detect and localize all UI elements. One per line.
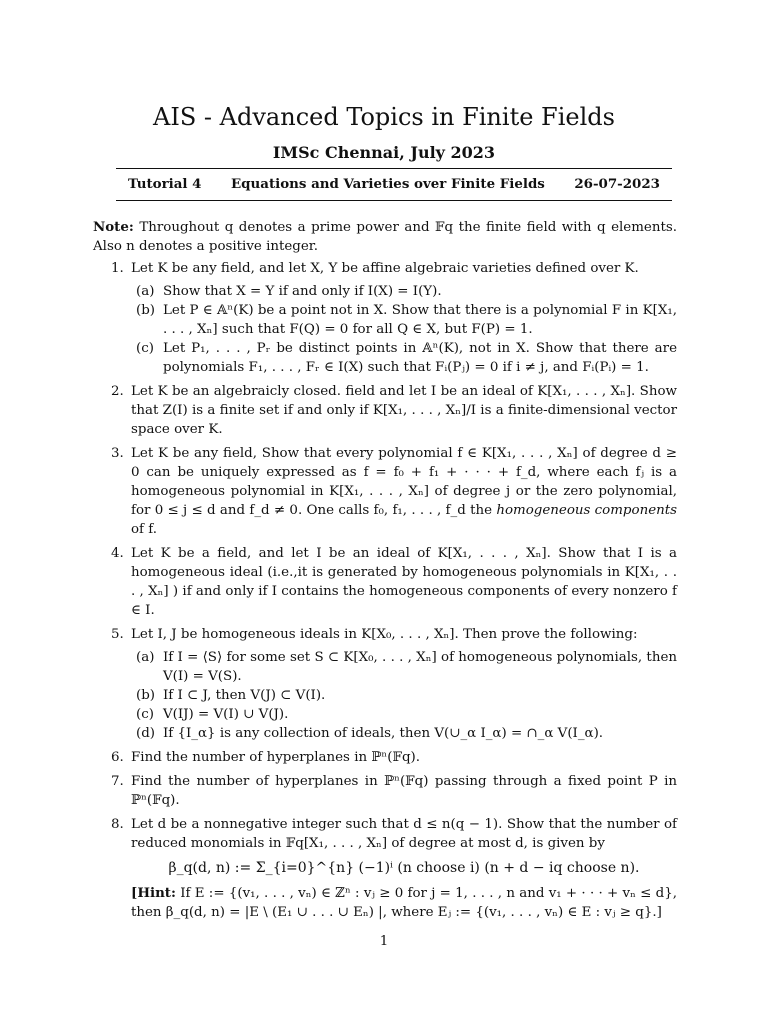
problem-2 — [93, 382, 677, 439]
page-title: AIS - Advanced Topics in Finite Fields — [153, 103, 615, 131]
problem-part — [131, 282, 677, 301]
part-text: Let P₁, . . . , Pᵣ be distinct points in 𝔸ⁿ(K), not in X. Show that there are polynomials F₁, . . . , Fᵣ ∈ I(X) such that Fᵢ(Pⱼ) = 0 if i ≠ j, and Fᵢ(Pᵢ) = 1. — [163, 341, 677, 375]
problem-emphasis: homogeneous components — [496, 503, 677, 518]
problem-8 — [93, 815, 677, 922]
tutorial-date: 26-07-2023 — [574, 176, 660, 192]
problem-number: 7. — [111, 774, 124, 789]
note-paragraph — [93, 218, 677, 256]
problem-parts — [131, 648, 677, 743]
header-rule-bottom — [116, 200, 672, 201]
problem-part — [131, 686, 677, 705]
problem-text: Let K be any field, Show that every polynomial f ∈ K[X₁, . . . , Xₙ] of degree d ≥ 0 can be uniquely expressed as f = f₀ + f₁ + · · · + f_d, where each fⱼ is a homogeneous polynomial in K[X₁, . . . , Xₙ] of degree j or the zero polynomial, for 0 ≤ j ≤ d and f_d ≠ 0. One calls f₀, f₁, . . . , f_d the — [131, 446, 677, 518]
problem-part — [131, 724, 677, 743]
part-text: V(IJ) = V(I) ∪ V(J). — [163, 707, 289, 722]
problem-text: Find the number of hyperplanes in ℙⁿ(𝔽q). — [131, 750, 420, 765]
page-number: 1 — [379, 934, 389, 949]
hint-label: [Hint: — [131, 885, 176, 901]
problem-text-tail: of f. — [131, 522, 158, 537]
display-formula: β_q(d, n) := Σ_{i=0}^{n} (−1)ⁱ (n choose i) (n + d − iq choose n). — [168, 860, 640, 876]
part-text: If I = ⟨S⟩ for some set S ⊂ K[X₀, . . . , Xₙ] of homogeneous polynomials, then V(I) = V(S). — [163, 650, 677, 684]
problem-number: 3. — [111, 446, 124, 461]
problem-number: 1. — [111, 261, 124, 276]
problem-4 — [93, 544, 677, 620]
part-label: (c) — [136, 707, 154, 722]
page-subtitle: IMSc Chennai, July 2023 — [272, 143, 496, 162]
problem-3 — [93, 444, 677, 539]
part-text: Show that X = Y if and only if I(X) = I(Y). — [163, 284, 442, 299]
part-label: (a) — [136, 650, 155, 665]
problem-text: Let K be a field, and let I be an ideal of K[X₁, . . . , Xₙ]. Show that I is a homogeneous ideal (i.e.,it is generated by homogeneous polynomials in K[X₁, . . . , Xₙ] ) if and only if I contains the homogeneous components of every nonzero f ∈ I. — [131, 546, 677, 618]
problem-number: 4. — [111, 546, 124, 561]
part-label: (b) — [136, 688, 156, 703]
problem-1 — [93, 259, 677, 377]
problem-number: 2. — [111, 384, 124, 399]
problem-5 — [93, 625, 677, 743]
problem-part — [131, 339, 677, 377]
hint-text: If E := {(v₁, . . . , vₙ) ∈ ℤⁿ : vⱼ ≥ 0 for j = 1, . . . , n and v₁ + · · · + vₙ ≤ d}, then β_q(d, n) = |E \ (E₁ ∪ . . . ∪ Eₙ) |, where Eⱼ := {(v₁, . . . , vₙ) ∈ E : vⱼ ≥ q}.] — [131, 886, 677, 920]
problem-number: 5. — [111, 627, 124, 642]
problem-text: Find the number of hyperplanes in ℙⁿ(𝔽q) passing through a fixed point P in ℙⁿ(𝔽q). — [131, 774, 677, 808]
problem-text: Let K be any field, and let X, Y be affine algebraic varieties defined over K. — [131, 261, 639, 276]
problem-6 — [93, 748, 677, 767]
part-label: (c) — [136, 341, 154, 356]
problem-text: Let K be an algebraicly closed. field and let I be an ideal of K[X₁, . . . , Xₙ]. Show that Z(I) is a finite set if and only if K[X₁, . . . , Xₙ]/I is a finite-dimensional vector space over K. — [131, 384, 677, 437]
tutorial-line — [116, 174, 672, 194]
problem-number: 6. — [111, 750, 124, 765]
problem-sheet — [93, 218, 677, 927]
problem-7 — [93, 772, 677, 810]
part-text: If {I_α} is any collection of ideals, then V(∪_α I_α) = ∩_α V(I_α). — [163, 726, 604, 741]
tutorial-topic: Equations and Varieties over Finite Fields — [230, 176, 545, 192]
part-label: (a) — [136, 284, 155, 299]
problem-list — [93, 259, 677, 922]
part-text: Let P ∈ 𝔸ⁿ(K) be a point not in X. Show that there is a polynomial F in K[X₁, . . . , Xₙ] such that F(Q) = 0 for all Q ∈ X, but F(P) = 1. — [163, 303, 677, 337]
part-label: (d) — [136, 726, 156, 741]
tutorial-number: Tutorial 4 — [128, 176, 202, 192]
problem-part — [131, 301, 677, 339]
part-label: (b) — [136, 303, 156, 318]
problem-part — [131, 648, 677, 686]
problem-parts — [131, 282, 677, 377]
note-label: Note: — [93, 219, 134, 235]
problem-text: Let I, J be homogeneous ideals in K[X₀, . . . , Xₙ]. Then prove the following: — [131, 627, 638, 642]
header-rule-top — [116, 168, 672, 169]
part-text: If I ⊂ J, then V(J) ⊂ V(I). — [163, 688, 326, 703]
note-text: Throughout q denotes a prime power and 𝔽q the finite field with q elements. Also n denotes a positive integer. — [93, 220, 677, 254]
hint-paragraph — [131, 884, 677, 922]
problem-number: 8. — [111, 817, 124, 832]
problem-text: Let d be a nonnegative integer such that d ≤ n(q − 1). Show that the number of reduced monomials in 𝔽q[X₁, . . . , Xₙ] of degree at most d, is given by — [131, 817, 677, 851]
problem-part — [131, 705, 677, 724]
